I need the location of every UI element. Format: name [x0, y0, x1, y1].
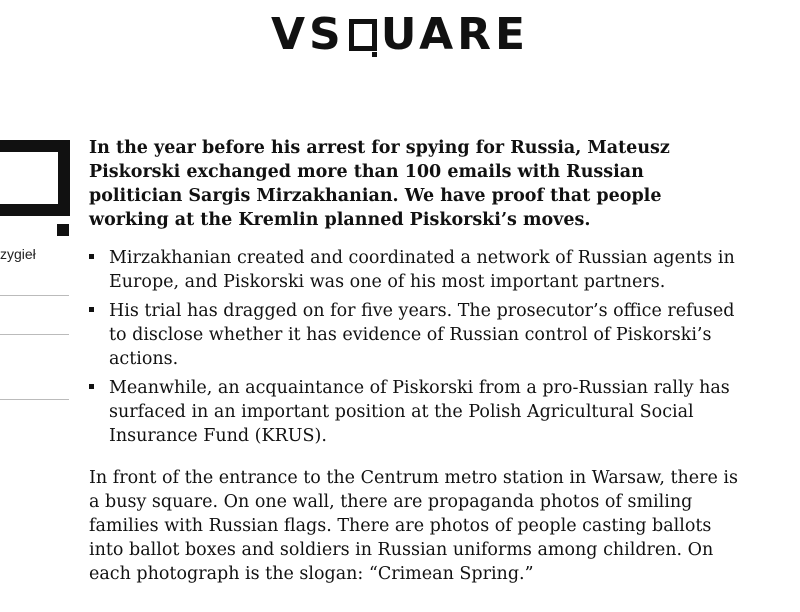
key-point-text: Mirzakhanian created and coordinated a network of Russian agents in Europe, and Piskorski was one of his most important partners. [109, 248, 735, 292]
bullet-icon [89, 307, 94, 312]
article-body [89, 136, 739, 586]
logo-text-part1: VS [270, 9, 345, 60]
sidebar-divider [0, 399, 69, 400]
sidebar-divider [0, 295, 69, 296]
bullet-icon [89, 254, 94, 259]
bullet-icon [89, 384, 94, 389]
article-paragraph: In front of the entrance to the Centrum metro station in Warsaw, there is a busy square. On one wall, there are propaganda photos of smiling families with Russian flags. There are photos of people casting ballots into ballot boxes and soldiers in Russian uniforms among children. On each photograph is the slogan: “Crimean Spring.” [89, 468, 738, 584]
key-point-item [89, 246, 739, 294]
key-point-item [89, 376, 739, 448]
key-point-item [89, 299, 739, 371]
logo-square-icon [349, 19, 377, 51]
article-lead: In the year before his arrest for spying for Russia, Mateusz Piskorski exchanged more than 100 emails with Russian politician Sargis Mirzakhanian. We have proof that people working at the Kremlin planned Piskorski’s moves. [89, 138, 670, 230]
key-point-text: Meanwhile, an acquaintance of Piskorski from a pro-Russian rally has surfaced in an important position at the Polish Agricultural Social Insurance Fund (KRUS). [109, 378, 730, 446]
logo-text-part2: UARE [380, 9, 530, 60]
avatar-dot-icon [57, 224, 69, 236]
sidebar-divider [0, 334, 69, 335]
site-logo[interactable] [0, 9, 800, 60]
author-name[interactable]: zygieł [0, 246, 36, 262]
key-point-text: His trial has dragged on for five years. The prosecutor’s office refused to disclose whether it has evidence of Russian control of Piskorski’s actions. [109, 301, 735, 369]
key-points-list [89, 246, 739, 448]
logo-wordmark [270, 9, 530, 60]
author-avatar[interactable] [0, 140, 70, 216]
